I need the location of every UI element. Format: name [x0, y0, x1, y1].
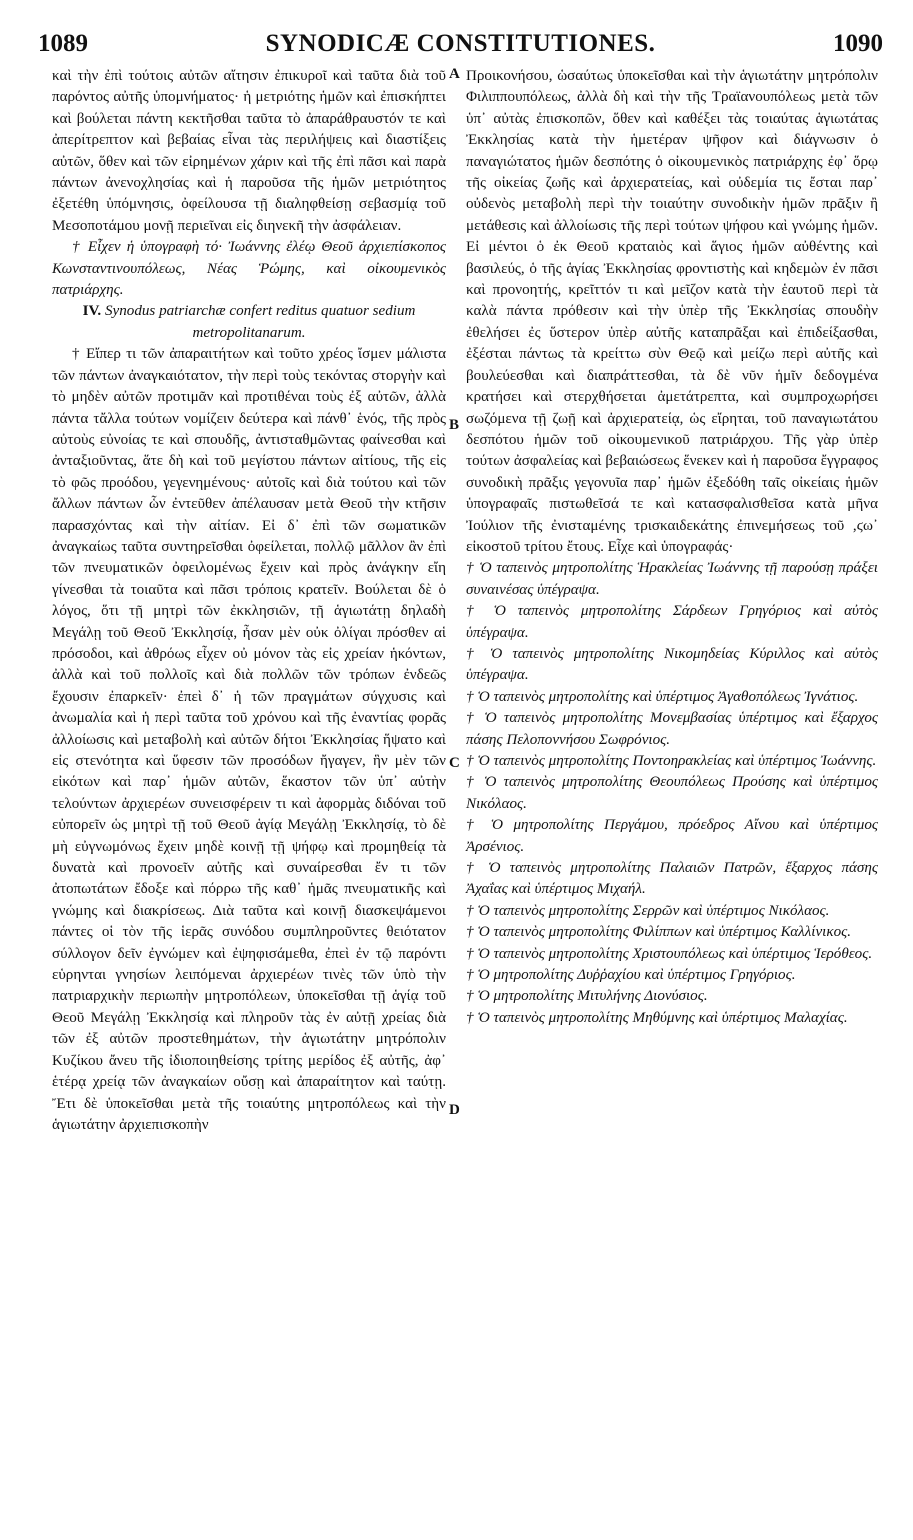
right-column: [466, 66, 878, 1029]
signature-entry: † Ὁ ταπεινὸς μητροπολίτης Σερρῶν καὶ ὑπέρτιμος Νικόλαος.: [466, 902, 830, 919]
signature-entry: † Ὁ ταπεινὸς μητροπολίτης Νικομηδείας Κύριλλος καὶ αὐτὸς ὑπέγραψα.: [466, 645, 878, 684]
signature-entry: † Ὁ ταπεινὸς μητροπολίτης καὶ ὑπέρτιμος Ἀγαθοπόλεως Ἰγνάτιος.: [466, 688, 859, 705]
margin-letter-d: D: [449, 1102, 460, 1118]
signature-entry: † Ὁ ταπεινὸς μητροπολίτης Σάρδεων Γρηγόριος καὶ αὐτὸς ὑπέγραψα.: [466, 603, 878, 641]
signature-entry: † Ὁ ταπεινὸς μητροπολίτης Παλαιῶν Πατρῶν, ἔξαρχος πάσης Ἀχαΐας καὶ ὑπέρτιμος Μιχαήλ.: [466, 860, 878, 898]
signature-entry: † Ὁ ταπεινὸς μητροπολίτης Ποντοηρακλείας καὶ ὑπέρτιμος Ἰωάννης.: [466, 753, 877, 769]
section-heading: [52, 301, 446, 344]
page-number-right: 1090: [833, 30, 883, 57]
signature-entry: † Ὁ ταπεινὸς μητροπολίτης Μονεμβασίας ὑπέρτιμος καὶ ἔξαρχος πάσης Πελοποννήσου Σωφρόνιος.: [466, 710, 878, 748]
patriarch-signature: † Εἶχεν ἡ ὑπογραφὴ τό· Ἰωάννης ἐλέῳ Θεοῦ ἀρχιεπίσκοπος Κωνσταντινουπόλεως, Νέας Ῥώμης, καὶ οἰκουμενικὸς πατριάρχης.: [52, 239, 446, 299]
signature-entry: † Ὁ ταπεινὸς μητροπολίτης Ἡρακλείας Ἰωάννης τῇ παρούσῃ πράξει συναινέσας ὑπέγραψα.: [466, 560, 878, 598]
left-paragraph-1: καὶ τὴν ἐπὶ τούτοις αὐτῶν αἴτησιν ἐπικυροῖ καὶ ταῦτα διὰ τοῦ παρόντος αὐτῆς ὑπομνήματος· ἡ μετριότης ἡμῶν καὶ ἐπισκήπτει καὶ βούλεται πάντη κεκτῆσθαι ταῦτα τὸ ἀπαράθραυστόν τε καὶ ἀπερίτρεπτον καὶ βεβαίας εἶναι τὰς περιλήψεις καὶ διαστίξεις αὐτῶν, ὅθεν καὶ τῶν εἰρημένων χάριν καὶ τῆς ἐπὶ πᾶσι καὶ παρὰ πάντων ἀνενοχλησίας καὶ ἡ παροῦσα τῆς ἡμῶν μετριότητος ἐξετέθη ὑπόμνησις, ὀφείλουσα τῇ διαληφθείσῃ σεβασμίᾳ τοῦ Μεσοποτάμου μονῇ περιεῖναι εἰς διηνεκῆ τὴν ἀσφάλειαν.: [52, 68, 446, 234]
signature-entry: † Ὁ μητροπολίτης Δυῤῥαχίου καὶ ὑπέρτιμος Γρηγόριος.: [466, 967, 796, 984]
section-heading-text: Synodus patriarchæ confert reditus quatuor sedium metropolitanarum.: [105, 303, 416, 341]
signature-entry: † Ὁ ταπεινὸς μητροπολίτης Μηθύμνης καὶ ὑπέρτιμος Μαλαχίας.: [466, 1009, 848, 1026]
running-title: SYNODICÆ CONSTITUTIONES.: [265, 30, 656, 57]
left-column: [52, 66, 446, 1136]
margin-letter-c: C: [449, 755, 460, 771]
signature-entry: † Ὁ μητροπολίτης Μιτυλήνης Διονύσιος.: [466, 988, 708, 1005]
signature-entry: † Ὁ ταπεινὸς μητροπολίτης Χριστουπόλεως καὶ ὑπέρτιμος Ἱερόθεος.: [466, 945, 873, 962]
page-number-left: 1089: [38, 30, 88, 57]
signature-entry: † Ὁ μητροπολίτης Περγάμου, πρόεδρος Αἴνου καὶ ὑπέρτιμος Ἀρσένιος.: [466, 817, 878, 855]
right-paragraph-1: Προικονήσου, ὡσαύτως ὑποκεῖσθαι καὶ τὴν ἁγιωτάτην μητρόπολιν Φιλιππουπόλεως, ἀλλὰ δὴ καὶ τὴν τῆς Τραϊανουπόλεως μετὰ τῶν ὑπ᾽ αὐτὰς ἐπισκοπῶν, ὅθεν καὶ καθέξει τὰς τοιαύτας ἁγιωτάτας Ἐκκλησίας κατὰ τὴν ἡμετέραν ψῆφον καὶ διάγνωσιν ὁ παναγιώτατος ἡμῶν δεσπότης ὁ οἰκουμενικὸς πατριάρχης ἐφ᾽ ὅρῳ τῆς οἰκείας ζωῆς καὶ ἀρχιερατείας, καὶ οὐδεμία τις ἔσται παρ᾽ οὐδενὸς μεταβολὴ περὶ τὴν τοιαύτην συνοδικὴν ἡμῶν πρᾶξιν ἢ μετάθεσις καὶ ἀλλοίωσις τῆς περὶ τούτων ψήφου καὶ γνώμης ἡμῶν. Εἰ μέντοι ὁ ἐκ Θεοῦ κραταιὸς καὶ ἅγιος ἡμῶν αὐθέντης καὶ βασιλεύς, ὁ τῆς ἁγίας Ἐκκλησίας φροντιστὴς καὶ κηδεμὼν ἐν πᾶσι καὶ προνοητής, κρεῖττόν τι καὶ μεῖζον κατὰ τὴν ἑαυτοῦ περὶ τὰ καλὰ πάντα πρόθεσιν καὶ τὴν ὑπὲρ τῆς Ἐκκλησίας σπουδὴν ἐθελήσει ἐς ὕστερον ὑπὲρ αὐτῆς καταπρᾶξαι καὶ ἐπιδείξασθαι, ἐξέσται πάντως τὰ κρείττω σὺν Θεῷ καὶ μείζω περὶ αὐτῆς καὶ βουλεύεσθαι καὶ διαπράττεσθαι, τὰ δὲ νῦν ἡμῖν δεδογμένα κρατήσει καὶ στερχθήσεται ἀμετάτρεπτα, καὶ συμπροχωρήσει σωζόμενα τῇ ζωῇ καὶ ἀρχιερατείᾳ, ὡς εἴρηται, τοῦ παναγιωτάτου δεσπότου ἡμῶν τοῦ οἰκουμενικοῦ πατριάρχου. Τῆς γὰρ ὑπὲρ τούτων ἀσφαλείας καὶ βεβαιώσεως ἕνεκεν καὶ ἡ παροῦσα ἔγγραφος συνοδικὴ πρᾶξις γεγονυῖα παρ᾽ ἡμῶν ἐξεδόθη ταῖς οἰκείαις ἡμῶν ὑπογραφαῖς πιστωθεῖσά τε καὶ κατασφαλισθεῖσα κατὰ μῆνα Ἰούλιον τῆς ἐνισταμένης τρισκαιδεκάτης ἐπινεμήσεως τοῦ ,ϛω᾽ εἰκοστοῦ τρίτου ἔτους. Εἶχε καὶ ὑπογραφάς·: [466, 68, 878, 555]
margin-letter-a: A: [449, 66, 460, 82]
section-number: IV.: [82, 303, 102, 320]
left-paragraph-2: † Εἴπερ τι τῶν ἀπαραιτήτων καὶ τοῦτο χρέος ἴσμεν μάλιστα τῶν πάντων ἀναγκαιότατον, τὴν περὶ τοὺς τεκόντας στοργὴν καὶ τὸ μηδὲν αὐτῶν προτιμᾶν καὶ προτιθέναι τοὺς ἐξ αὐτῶν, ἀλλὰ πάντα τἄλλα τούτων νομίζειν δεύτερα καὶ πάνθ᾽ ἑνός, τῆς πρὸς αὐτοὺς εὐνοίας τε καὶ σπουδῆς, ἀντισταθμῶντας φαίνεσθαι καὶ ἀνταξιοῦντας, ἅτε δὴ καὶ τοῦ μεγίστου πάντων αἰτίους, τῆς εἰς τὸ φῶς προόδου, γεγενημένους· αὐτοῖς καὶ διὰ τούτου καὶ τῶν ἄλλων πάντων ὧν ἐντεῦθεν ἀπέλαυσαν μετὰ Θεοῦ τὴν κτῆσιν παρασχόντας καὶ τὴν αἰτίαν. Εἰ δ᾽ ἐπὶ τῶν σωματικῶν ἀναγκαίως ταῦτα συντηρεῖσθαι ὀφείλεται, πολλῷ μᾶλλον ἂν ἐπὶ τῶν πνευματικῶν ὀφειλομένως ἔχειν καὶ πρὸς ἀνάγκην εἴη γίνεσθαι τὰ τοιαῦτα καὶ πᾶσι τρόποις κρατεῖν. Βούλεται δὲ ὁ λόγος, ὅτι τῇ μητρὶ τῶν ἐκκλησιῶν, τῇ ἁγιωτάτῃ δηλαδὴ Μεγάλῃ τοῦ Θεοῦ Ἐκκλησίᾳ, ἦσαν μὲν οὐκ ὀλίγαι πρόσθεν αἱ πρόσοδοι, καὶ ἀθρόως εἶχεν οὐ μόνον τὰς εἰς χρείαν ἡκόντων, ἀλλὰ καὶ τοῦ πολλοῖς καὶ διὰ πολλῶν τῶν τρόπων ἐνδεῶς ἔχουσιν ἐπαρκεῖν· ἐπεὶ δ᾽ ἡ τῶν πραγμάτων σύγχυσις καὶ ἀνωμαλία καὶ ἡ περὶ ταῦτα τοῦ χρόνου καὶ τῆς ἐναντίας φορᾶς ἀλλοίωσις καὶ μεταβολὴ καὶ αὐτῶν δήτοι Ἐκκλησίας ἥψατο καὶ εἰς στενότητα καὶ ὕφεσιν τῶν προσόδων ἤγαγεν, ἣν μὲν τῶν εἰκότων καὶ παρ᾽ ἡμῶν αὐτῶν, ἕκαστον τῶν ὑπ᾽ αὐτὴν τελούντων ἀρχιερέων συνεισφέρειν τι καὶ ἀφορμὰς διδόναι τοῦ εὐπορεῖν ὡς μητρὶ τῇ τοῦ Θεοῦ ἁγίᾳ Μεγάλῃ Ἐκκλησίᾳ, τὸ δὲ μὴ εὐγνωμόνως ἔχειν μηδὲ κοινῇ τῇ ψήφῳ καὶ προμηθείᾳ τὰ δυνατὰ καὶ προνοεῖν αὐτῆς καὶ συναίρεσθαι ἔν τι τῶν ἀτοπωτάτων ἔδοξε καὶ πόρρω τῆς καθ᾽ ἡμᾶς πνευματικῆς καὶ γνώμης καὶ διακρίσεως. Διὰ ταῦτα καὶ κοινῇ διασκεψάμενοι πάντες οἱ τὸν τῆς ἱερᾶς συνόδου συμπληροῦντες θειότατον σύλλογον δεῖν ἐγνώμεν καὶ ἐψηφισάμεθα, ἐπεὶ ἐν τῷ παρόντι εὑρηνται γνησίων λειπόμεναι ἀρχιερέων τινὲς τῶν ὑπὸ τὴν πατριαρχικὴν περιωπὴν μητροπόλεων, ὑποκεῖσθαι τῇ ἁγίᾳ τοῦ Θεοῦ Μεγάλῃ Ἐκκλησίᾳ καὶ πληροῦν τὰς ἐν αὐτῇ χρείας διὰ τῶν ἐξ αὐτῶν προστεθημάτων, τὴν ἁγιωτάτην μητρόπολιν Κυζίκου ἄνευ τῆς ἰδιοποιηθείσης τρίτης μερίδος ἐξ αὐτῆς, ἀφ᾽ ἑτέρᾳ χρείᾳ τῶν ἀναγκαίων οὔσῃ καὶ ἀπαραίτητον καὶ ταύτῃ. Ἔτι δὲ ὑποκεῖσθαι μετὰ τῆς τοιαύτης μητροπόλεως καὶ τὴν ἁγιωτάτην ἀρχιεπισκοπὴν: [52, 346, 446, 1133]
margin-letter-b: B: [449, 417, 460, 433]
signature-entry: † Ὁ ταπεινὸς μητροπολίτης Φιλίππων καὶ ὑπέρτιμος Καλλίνικος.: [466, 924, 852, 941]
running-header: [38, 30, 883, 64]
signature-entry: † Ὁ ταπεινὸς μητροπολίτης Θεουπόλεως Προύσης καὶ ὑπέρτιμος Νικόλαος.: [466, 774, 878, 812]
